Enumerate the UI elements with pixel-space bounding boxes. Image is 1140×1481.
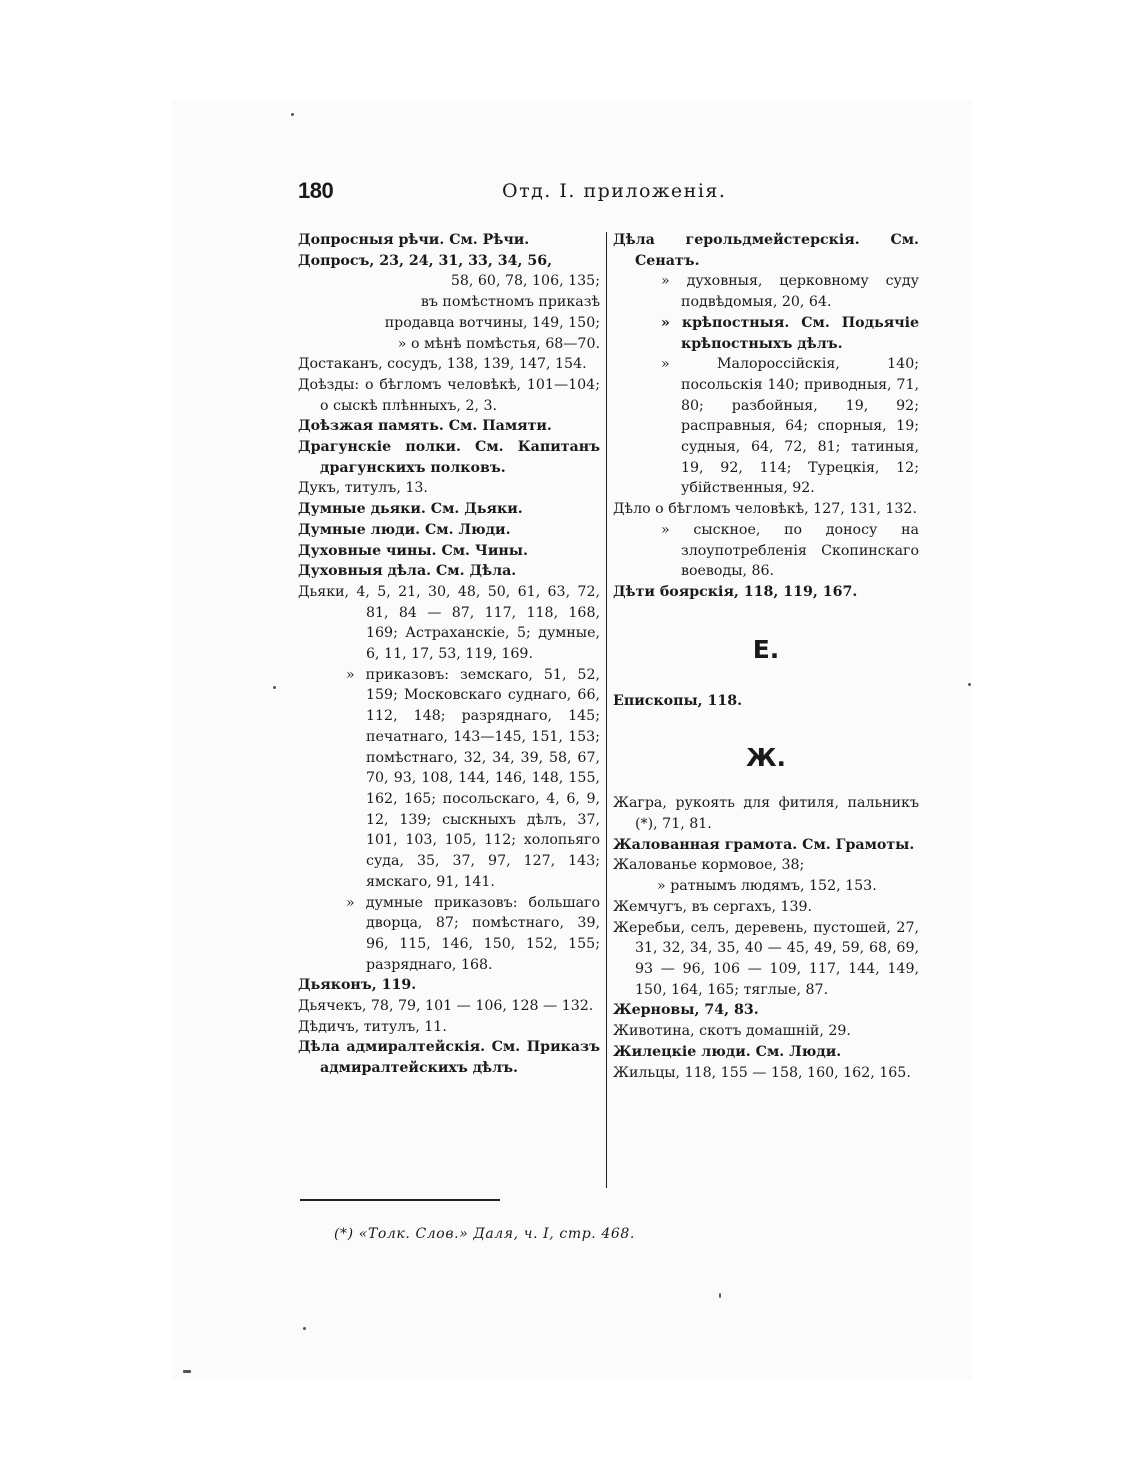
index-entry-continuation: продавца вотчины, 149, 150; — [384, 314, 600, 331]
index-entry: Драгунскіе полки. См. Капитанъ драгунскихъ полковъ. — [298, 439, 600, 476]
index-entry: Духовныя дѣла. См. Дѣла. — [298, 563, 517, 580]
index-subentry: » приказовъ: земскаго, 51, 52, 159; Московскаго суднаго, 66, 112, 148; разряднаго, 145; печатнаго, 143—145, 151, 153; помѣстнаго, 32, 34, 39, 58, 67, 70, 93, 108, 144, 146, 148, 155, 162, 165; посольскаго, 4, 6, 9, 12, 139; сыскныхъ дѣлъ, 37, 101, 103, 105, 112; холопьяго суда, 35, 37, 97, 127, 143; ямскаго, 91, 141. — [346, 666, 600, 890]
index-column-left — [298, 230, 600, 1079]
index-entry: Жеребьи, селъ, деревень, пустошей, 27, 31, 32, 34, 35, 40 — 45, 49, 59, 68, 69, 93 — 96, 106 — 109, 117, 144, 149, 150, 164, 165; тяглые, 87. — [613, 919, 919, 998]
index-entry-continuation: 58, 60, 78, 106, 135; — [450, 273, 600, 290]
index-subentry: » сыскное, по доносу на злоупотребленія Скопинскаго воеводы, 86. — [661, 521, 919, 580]
index-entry: Дьяки, 4, 5, 21, 30, 48, 50, 61, 63, 72, 81, 84 — 87, 117, 118, 168, 169; Астраханскіе, 5; думные, 6, 11, 17, 53, 119, 169. — [298, 583, 600, 663]
index-entry: Думные дьяки. См. Дьяки. — [298, 501, 523, 518]
index-entry: Епископы, 118. — [613, 692, 743, 709]
index-entry: Допросъ, 23, 24, 31, 33, 34, 56, — [298, 252, 553, 269]
section-letter: Ж. — [745, 743, 787, 773]
index-subentry: » крѣпостныя. См. Подьячіе крѣпостныхъ дѣлъ. — [661, 314, 919, 352]
index-subentry: » духовныя, церковному суду подвѣдомыя, 20, 64. — [661, 273, 919, 311]
running-title: Отд. I. приложенія. — [502, 180, 727, 202]
index-subentry: » о мѣнѣ помѣстья, 68—70. — [397, 335, 600, 352]
index-subentry: » Малороссійскія, 140; посольскія 140; приводныя, 71, 80; разбойныя, 19, 92; расправныя, 64; спорныя, 19; судныя, 64, 72, 81; татиныя, 19, 92, 114; Турецкія, 12; убійственныя, 92. — [661, 356, 919, 497]
page-header — [0, 178, 1140, 214]
index-entry: Дѣло о бѣгломъ человѣкѣ, 127, 131, 132. — [613, 501, 917, 518]
index-entry: Дѣла адмиралтейскія. См. Приказъ адмиралтейскихъ дѣлъ. — [298, 1039, 600, 1077]
index-subentry: » ратнымъ людямъ, 152, 153. — [657, 878, 877, 895]
page-number: 180 — [298, 178, 334, 203]
scan-speck — [183, 1370, 191, 1373]
index-entry-continuation: въ помѣстномъ приказѣ — [420, 294, 600, 311]
footnote: (*) «Толк. Слов.» Даля, ч. I, стр. 468. — [334, 1226, 635, 1242]
index-entry: Допросныя рѣчи. См. Рѣчи. — [298, 232, 530, 248]
index-entry: Достаканъ, сосудъ, 138, 139, 147, 154. — [298, 356, 587, 373]
scan-speck — [719, 1293, 721, 1298]
index-entry: Жалованье кормовое, 38; — [613, 857, 805, 874]
index-entry: Дѣдичъ, титулъ, 11. — [298, 1018, 447, 1035]
index-entry: Жемчугъ, въ сергахъ, 139. — [613, 898, 813, 915]
index-entry: Духовные чины. См. Чины. — [298, 542, 528, 559]
footnote-rule — [300, 1199, 500, 1201]
index-entry: Жагра, рукоять для фитиля, пальникъ (*), 71, 81. — [613, 795, 919, 833]
index-column-right — [613, 230, 919, 1083]
section-letter: Е. — [752, 634, 780, 664]
scan-speck — [291, 113, 294, 116]
scan-speck — [968, 683, 971, 686]
index-entry: Животина, скотъ домашній, 29. — [613, 1023, 851, 1040]
scan-speck — [303, 1327, 306, 1330]
index-entry: Жалованная грамота. См. Грамоты. — [613, 836, 915, 853]
index-entry: Доѣзжая память. См. Памяти. — [298, 418, 552, 435]
index-entry: Дьяконъ, 119. — [298, 977, 417, 994]
index-entry: Доѣзды: о бѣгломъ человѣкѣ, 101—104; о сыскѣ плѣнныхъ, 2, 3. — [298, 376, 600, 414]
index-entry: Дѣти боярскія, 118, 119, 167. — [613, 583, 858, 600]
index-entry: Думные люди. См. Люди. — [298, 521, 511, 538]
index-entry: Дукъ, титулъ, 13. — [298, 480, 428, 497]
scan-speck — [273, 686, 276, 689]
index-subentry: » думные приказовъ: большаго дворца, 87; помѣстнаго, 39, 96, 115, 146, 150, 152, 155; разряднаго, 168. — [346, 894, 600, 973]
index-entry: Дѣла герольдмейстерскія. См. Сенатъ. — [613, 232, 919, 269]
index-entry: Жилецкіе люди. См. Люди. — [613, 1043, 842, 1060]
index-entry: Дьячекъ, 78, 79, 101 — 106, 128 — 132. — [298, 998, 594, 1015]
index-entry: Жильцы, 118, 155 — 158, 160, 162, 165. — [613, 1064, 911, 1081]
index-entry: Жерновы, 74, 83. — [613, 1002, 759, 1019]
column-divider — [606, 232, 607, 1188]
